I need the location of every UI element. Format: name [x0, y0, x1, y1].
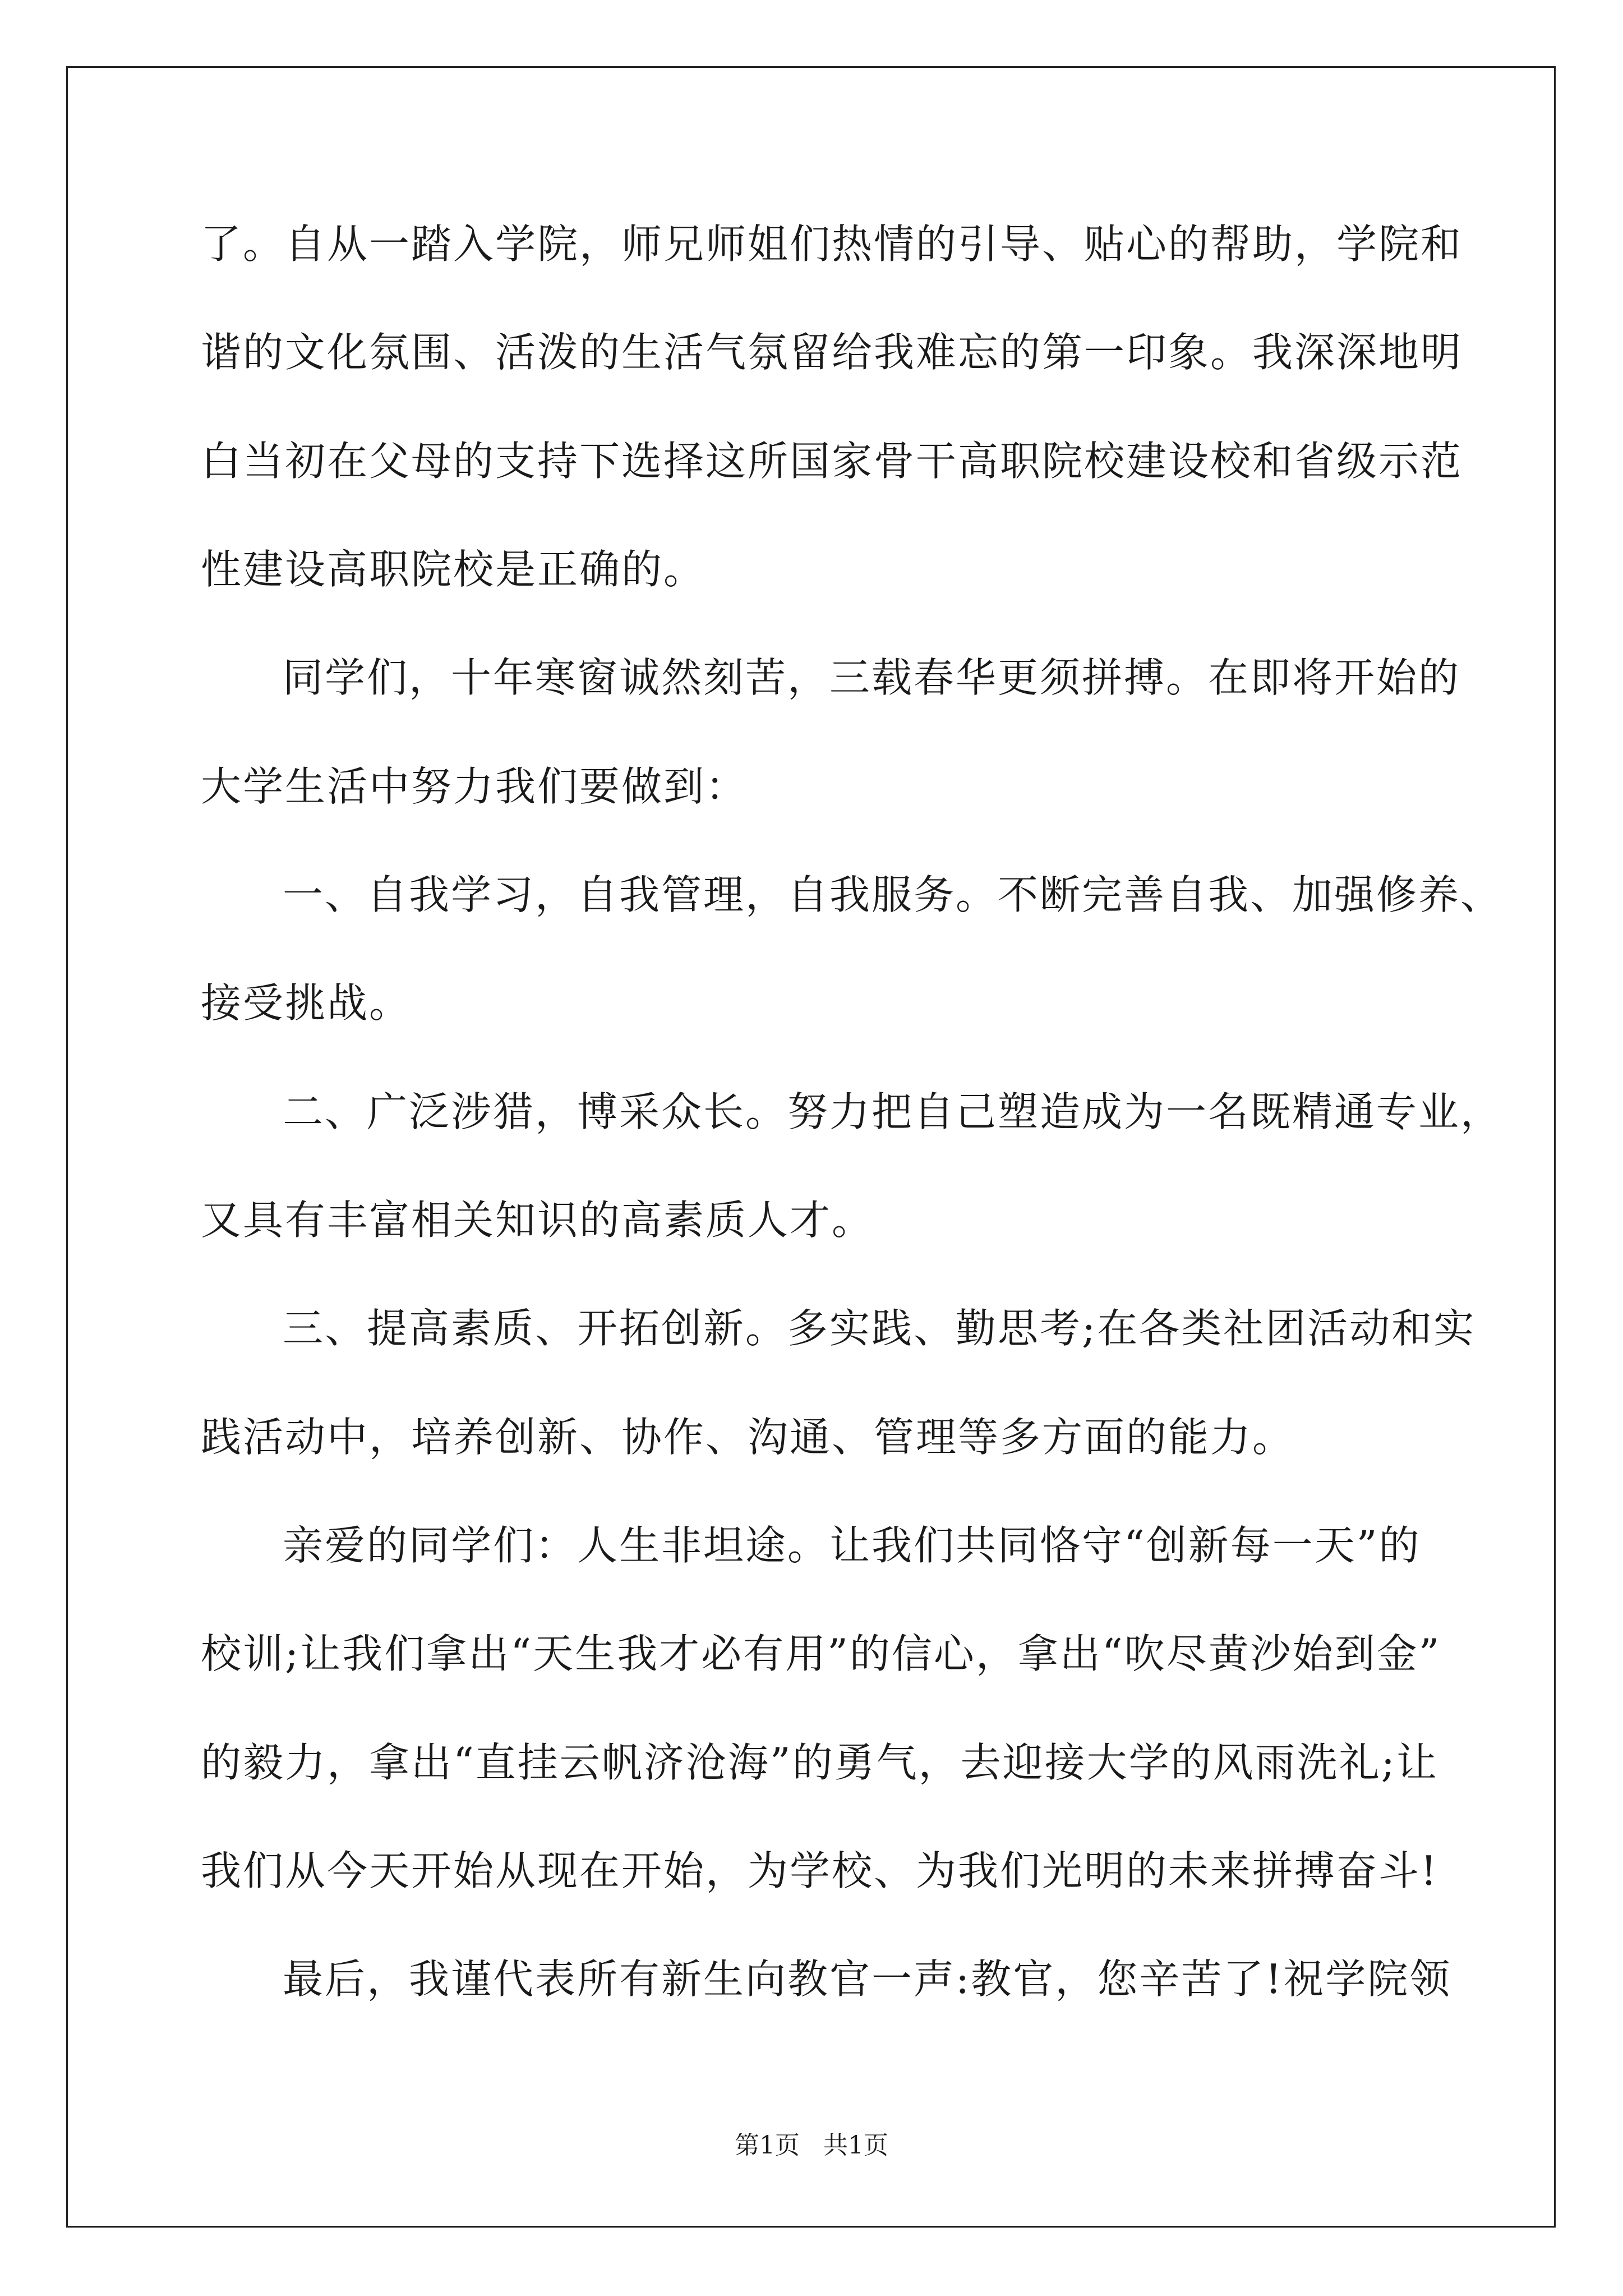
page-frame — [66, 66, 1556, 2228]
text-line: 最后，我谨代表所有新生向教官一声:教官，您辛苦了!祝学院领 — [283, 1955, 1452, 2003]
text-line: 二、广泛涉猎，博采众长。努力把自己塑造成为一名既精通专业， — [283, 1088, 1503, 1135]
text-line: 的毅力，拿出“直挂云帆济沧海”的勇气，去迎接大学的风雨洗礼;让 — [201, 1739, 1438, 1786]
text-line: 谐的文化氛围、活泼的生活气氛留给我难忘的第一印象。我深深地明 — [201, 329, 1463, 376]
page-number-footer: 第1页 共1页 — [735, 2131, 888, 2160]
text-line: 校训;让我们拿出“天生我才必有用”的信心，拿出“吹尽黄沙始到金” — [201, 1630, 1441, 1677]
text-line: 践活动中，培养创新、协作、沟通、管理等多方面的能力。 — [201, 1414, 1295, 1461]
text-line: 一、自我学习，自我管理，自我服务。不断完善自我、加强修养、 — [283, 871, 1503, 918]
text-line: 三、提高素质、开拓创新。多实践、勤思考;在各类社团活动和实 — [283, 1305, 1476, 1352]
text-line: 我们从今天开始从现在开始，为学校、为我们光明的未来拼搏奋斗! — [201, 1847, 1438, 1894]
text-line: 同学们，十年寒窗诚然刻苦，三载春华更须拼搏。在即将开始的 — [283, 654, 1461, 701]
text-line: 白当初在父母的支持下选择这所国家骨干高职院校建设校和省级示范 — [201, 438, 1463, 485]
text-line: 性建设高职院校是正确的。 — [201, 546, 706, 593]
text-line: 了。自从一踏入学院，师兄师姐们热情的引导、贴心的帮助，学院和 — [201, 220, 1463, 268]
text-line: 大学生活中努力我们要做到： — [201, 763, 748, 810]
text-line: 又具有丰富相关知识的高素质人才。 — [201, 1197, 874, 1244]
text-line: 接受挑战。 — [201, 979, 412, 1027]
text-line: 亲爱的同学们：人生非坦途。让我们共同恪守“创新每一天”的 — [283, 1522, 1421, 1569]
